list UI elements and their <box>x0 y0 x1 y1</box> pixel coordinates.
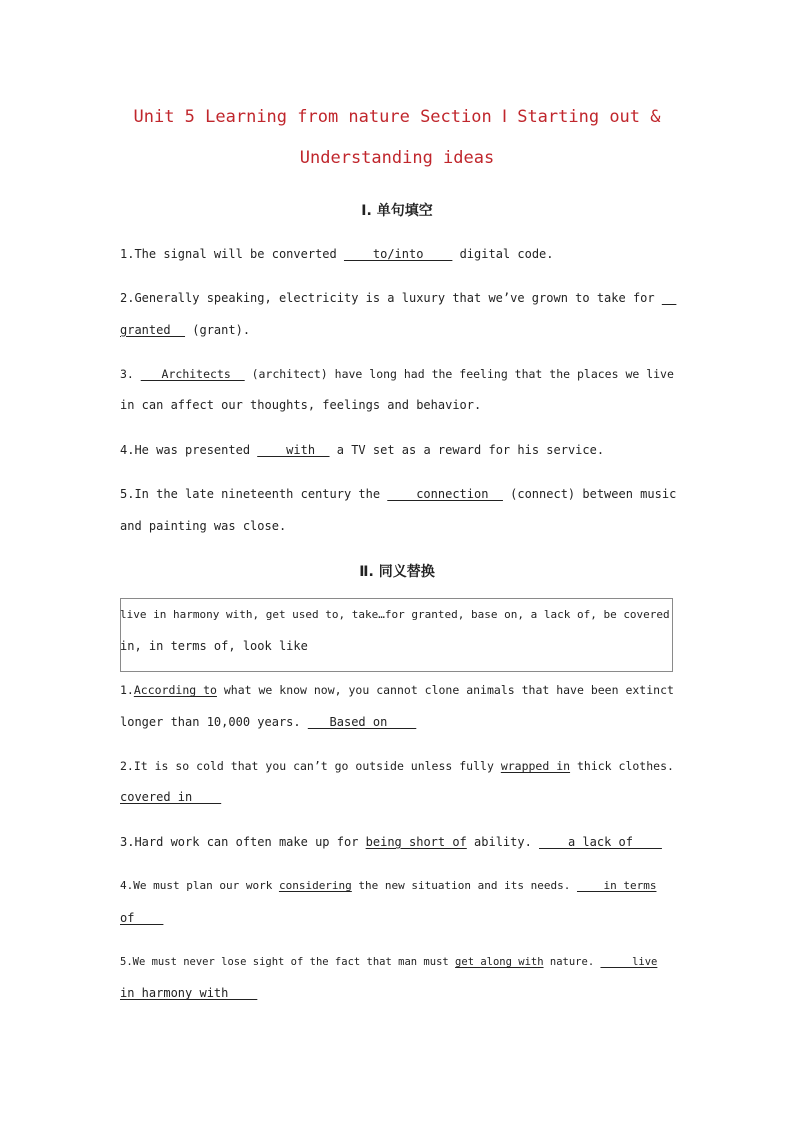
synonym-question-1-cont <box>120 714 674 730</box>
answer-blank: of____ <box>120 911 164 925</box>
question-text: (connect) between music <box>502 487 677 501</box>
question-text: 2.It is so cold that you can’t go outside unless fully <box>120 759 501 773</box>
answer-blank: granted__ <box>120 323 186 337</box>
answer-blank: ____in terms <box>576 879 657 892</box>
section-heading-fill-in: Ⅰ. 单句填空 <box>361 203 433 219</box>
question-text: (architect) have long had the feeling that the places we live <box>244 367 674 381</box>
question-text: digital code. <box>452 247 554 261</box>
question-text: 4.He was presented <box>120 443 258 457</box>
answer-blank: _____live <box>600 956 658 968</box>
underlined-phrase: being short of <box>365 835 467 849</box>
question-number: 1. <box>120 683 134 697</box>
synonym-question-4-cont <box>120 910 674 926</box>
question-text: and painting was close. <box>120 519 287 533</box>
question-text: 3.Hard work can often make up for <box>120 835 366 849</box>
question-5-cont <box>120 518 674 534</box>
question-text: a TV set as a reward for his service. <box>329 443 605 457</box>
underlined-phrase: According to <box>133 683 217 697</box>
answer-blank: ____a lack of____ <box>539 835 662 849</box>
question-text: what we know now, you cannot clone animals that have been extinct <box>216 683 674 697</box>
answer-blank: ____connection__ <box>387 487 503 501</box>
question-text: thick clothes. <box>570 759 674 773</box>
synonym-question-3 <box>120 834 674 850</box>
answer-blank: __ <box>661 291 677 305</box>
answer-blank: covered in____ <box>120 790 222 804</box>
answer-blank: ____to/into____ <box>343 247 453 261</box>
answer-blank: ___Architects__ <box>140 367 245 381</box>
synonym-question-1 <box>120 682 674 698</box>
question-text: the new situation and its needs. <box>351 879 577 892</box>
section-heading-synonym: Ⅱ. 同义替换 <box>359 564 435 580</box>
question-2-cont <box>120 322 674 338</box>
page-title-line2: Understanding ideas <box>299 148 495 168</box>
underlined-phrase: get along with <box>455 956 544 968</box>
question-text: 4.We must plan our work <box>120 879 279 892</box>
question-text: in can affect our thoughts, feelings and behavior. <box>120 398 482 412</box>
underlined-phrase: wrapped in <box>500 759 571 773</box>
answer-blank: in harmony with____ <box>120 986 258 1000</box>
question-text: nature. <box>543 956 601 968</box>
question-text: 5.In the late nineteenth century the <box>120 487 388 501</box>
word-bank-line-1: live in harmony with, get used to, take…for granted, base on, a lack of, be covered <box>120 608 670 621</box>
question-3 <box>120 366 674 382</box>
word-bank-line-2: in, in terms of, look like <box>120 639 308 653</box>
question-4 <box>120 442 674 458</box>
question-text: 3. <box>120 367 141 381</box>
question-2 <box>120 290 677 306</box>
answer-blank: ___Based on____ <box>307 715 417 729</box>
answer-blank: ____with__ <box>257 443 330 457</box>
question-1 <box>120 246 674 262</box>
synonym-question-4 <box>120 878 674 894</box>
question-text: 5.We must never lose sight of the fact that man must <box>120 956 456 968</box>
question-text: ability. <box>466 835 540 849</box>
question-text: 1.The signal will be converted <box>120 247 344 261</box>
underlined-phrase: considering <box>278 879 352 892</box>
question-3-cont <box>120 397 674 413</box>
question-5 <box>120 486 677 502</box>
synonym-question-5 <box>120 954 674 970</box>
synonym-question-2 <box>120 758 674 774</box>
synonym-question-2-cont <box>120 789 674 805</box>
question-text: (grant). <box>185 323 251 337</box>
page-title: Unit 5 Learning from nature Section Ⅰ Starting out & <box>133 107 661 127</box>
question-text: longer than 10,000 years. <box>120 715 308 729</box>
synonym-question-5-cont <box>120 985 674 1001</box>
question-text: 2.Generally speaking, electricity is a luxury that we’ve grown to take for <box>120 291 662 305</box>
